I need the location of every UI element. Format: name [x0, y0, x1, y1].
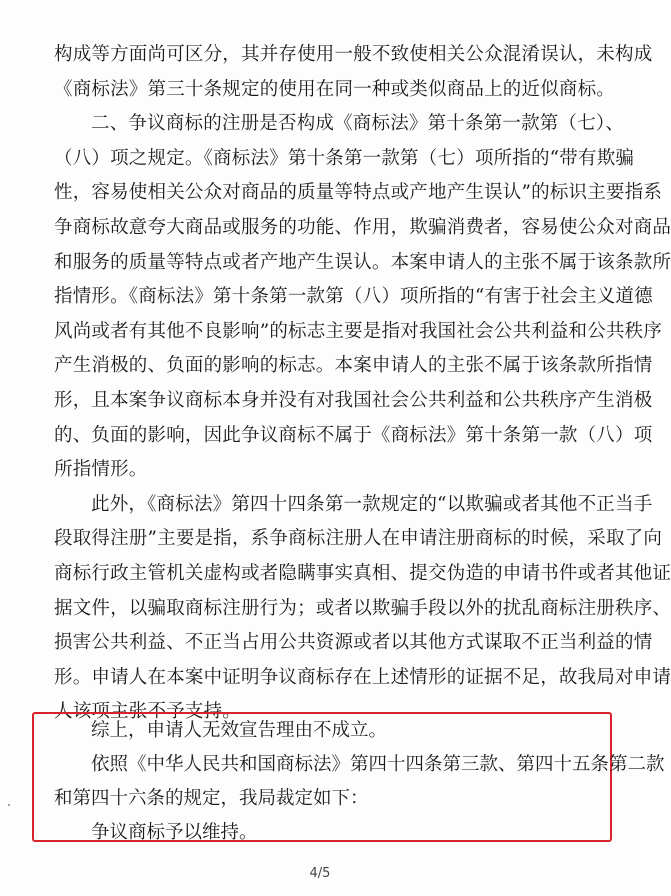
body-line: 所指情形。: [54, 459, 148, 481]
body-line: 风尚或者有其他不良影响”的标志主要是指对我国社会公共利益和公共秩序: [54, 320, 663, 342]
paragraph-start-line: 此外，《商标法》第四十四条第一款规定的“以欺骗或者其他不正当手: [91, 493, 653, 515]
body-line: 段取得注册”主要是指，系争商标注册人在申请注册商标的时候，采取了向: [54, 528, 663, 550]
body-line: 产生消极的、负面的影响的标志。本案申请人的主张不属于该条款所指情: [54, 355, 653, 377]
body-line: 的、负面的影响，因此争议商标不属于《商标法》第十条第一款（八）项: [54, 424, 653, 446]
ruling-body-text: [54, 38, 671, 730]
ruling-conclusion: [54, 714, 665, 850]
body-line: 商标行政主管机关虚构或者隐瞒事实真相、提交伪造的申请书件或者其他证: [54, 562, 671, 584]
page-number: 4/5: [309, 866, 331, 881]
conclusion-line: 和第四十六条的规定，我局裁定如下：: [54, 788, 369, 809]
body-line: 形，且本案争议商标本身并没有对我国社会公共利益和公共秩序产生消极: [54, 389, 653, 411]
body-line: 损害公共利益、不正当占用公共资源或者以其他方式谋取不正当利益的情: [54, 632, 653, 654]
body-line: 争商标故意夸大商品或服务的功能、作用，欺骗消费者，容易使公众对商品: [54, 216, 671, 238]
body-line: 形。申请人在本案中证明争议商标存在上述情形的证据不足，故我局对申请: [54, 666, 671, 688]
conclusion-line: 依照《中华人民共和国商标法》第四十四条第三款、第四十五条第二款: [91, 754, 665, 775]
body-line: （八）项之规定。《商标法》第十条第一款第（七）项所指的“带有欺骗: [54, 147, 635, 169]
body-line: 据文件，以骗取商标注册行为；或者以欺骗手段以外的扰乱商标注册秩序、: [54, 597, 671, 619]
body-line: 《商标法》第三十条规定的使用在同一种或类似商品上的近似商标。: [54, 78, 616, 100]
body-line: 和服务的质量等特点或者产地产生误认。本案申请人的主张不属于该条款所: [54, 251, 671, 273]
scan-speck: [8, 804, 10, 806]
body-line: 人该项主张不予支持。: [54, 701, 242, 723]
body-line: 指情形。《商标法》第十条第一款第（八）项所指的“有害于社会主义道德: [54, 286, 653, 308]
section-two-heading: 二、争议商标的注册是否构成《商标法》第十条第一款第（七）、: [91, 113, 625, 135]
body-line: 性，容易使相关公众对商品的质量等特点或产地产生误认”的标识主要指系: [54, 182, 663, 204]
conclusion-line: 综上，申请人无效宣告理由不成立。: [91, 720, 388, 741]
ruling-decision-line: 争议商标予以维持。: [91, 822, 258, 843]
body-line: 构成等方面尚可区分，其并存使用一般不致使相关公众混淆误认，未构成: [54, 44, 653, 65]
